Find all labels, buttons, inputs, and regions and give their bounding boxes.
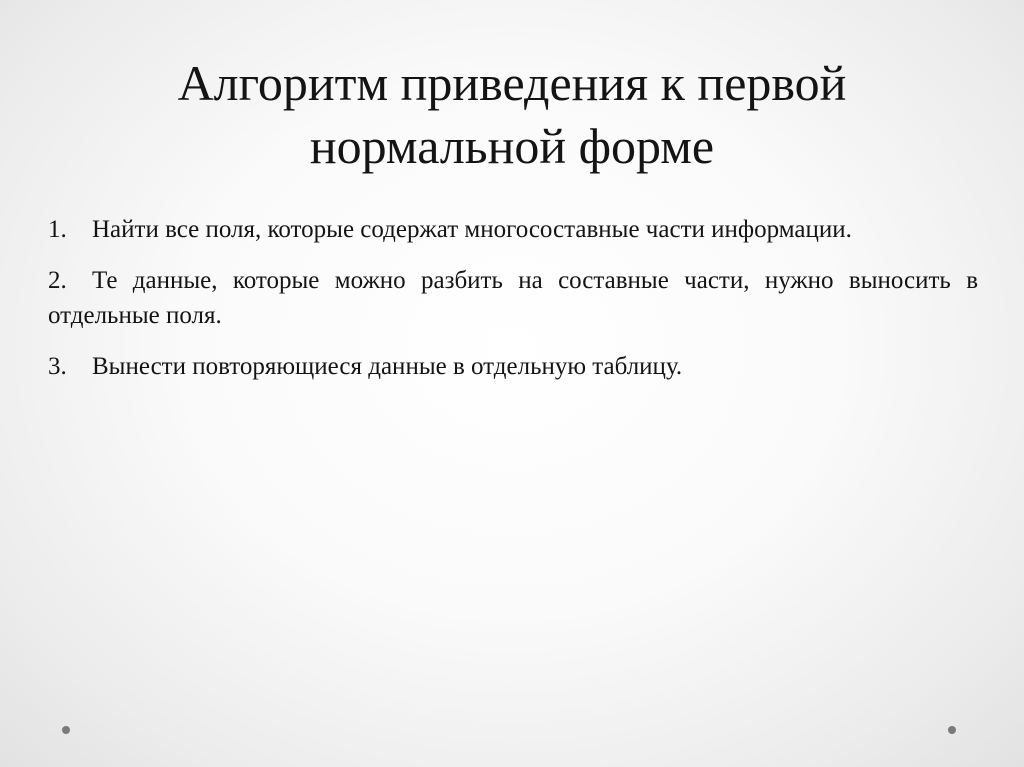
list-item	[48, 212, 978, 247]
item-number: 1.	[48, 216, 67, 243]
list-item	[48, 263, 978, 333]
item-number: 2.	[48, 267, 67, 294]
item-number: 3.	[48, 353, 67, 380]
decor-dot-left	[62, 726, 70, 734]
steps-list	[48, 212, 978, 400]
slide-title: Алгоритм приведения к первой нормальной форме	[177, 55, 847, 174]
item-text: Вынести повторяющиеся данные в отдельную таблицу.	[92, 353, 683, 380]
item-text: Те данные, которые можно разбить на составные части, нужно выносить в отдельные поля.	[48, 267, 978, 329]
list-item	[48, 349, 978, 384]
item-text: Найти все поля, которые содержат многосоставные части информации.	[92, 216, 852, 243]
decor-dot-right	[948, 726, 956, 734]
